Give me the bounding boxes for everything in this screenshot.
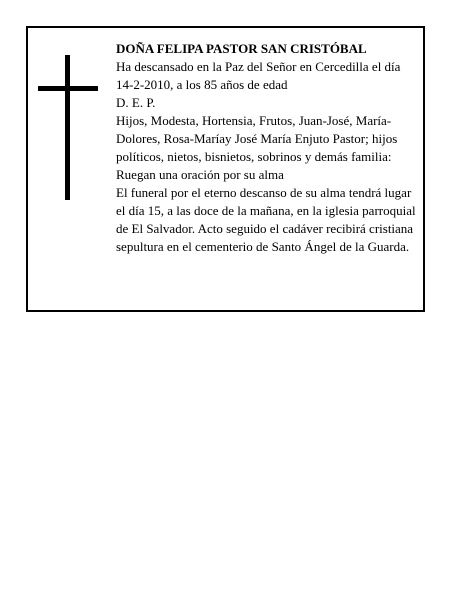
cross-icon xyxy=(38,55,98,200)
obituary-notice xyxy=(26,26,425,312)
family-list: Hijos, Modesta, Hortensia, Frutos, Juan-José, María-Dolores, Rosa-Maríay José María Enjuto Pastor; hijos políticos, nietos, bisnietos, sobrinos y demás familia: xyxy=(116,113,398,164)
prayer-request: Ruegan una oración por su alma xyxy=(116,167,284,182)
deceased-name: DOÑA FELIPA PASTOR SAN CRISTÓBAL xyxy=(116,41,367,56)
funeral-details: El funeral por el eterno descanso de su alma tendrá lugar el día 15, a las doce de la mañana, en la iglesia parroquial de El Salvador. Acto seguido el cadáver recibirá cristiana sepultura en el cementerio de Santo Ángel de la Guarda. xyxy=(116,185,416,254)
cross-horizontal-bar xyxy=(38,86,98,91)
notice-text xyxy=(116,40,416,256)
rip-abbreviation: D. E. P. xyxy=(116,95,156,110)
rest-statement: Ha descansado en la Paz del Señor en Cercedilla el día 14-2-2010, a los 85 años de edad xyxy=(116,59,401,92)
cross-vertical-bar xyxy=(65,55,70,200)
